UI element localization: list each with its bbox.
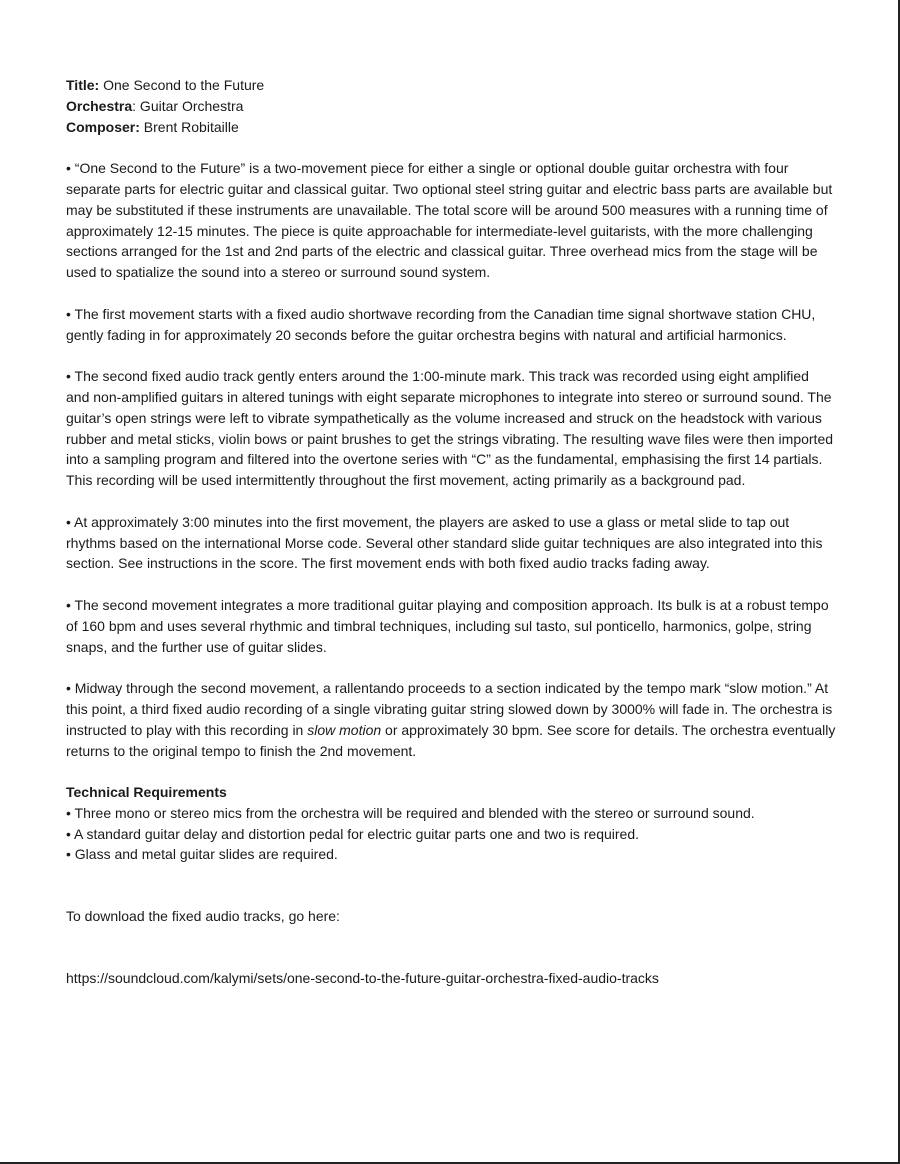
- orchestra-line: [66, 96, 836, 117]
- technical-item-mics: • Three mono or stereo mics from the orchestra will be required and blended with the stereo or surround sound.: [66, 804, 755, 821]
- title-line: [66, 75, 836, 96]
- paragraph-slow-motion: [66, 678, 836, 761]
- paragraph-slide-morse: • At approximately 3:00 minutes into the first movement, the players are asked to use a glass or metal slide to tap out rhythms based on the international Morse code. Several other standard slide guitar techniques are also integrated into this section. See instructions in the score. The first movement ends with both fixed audio tracks fading away.: [66, 513, 823, 572]
- technical-item-slides: • Glass and metal guitar slides are required.: [66, 846, 338, 863]
- paragraph-first-movement: • The first movement starts with a fixed audio shortwave recording from the Canadian time signal shortwave station CHU, gently fading in for approximately 20 seconds before the guitar orchestra begins with natural and artificial harmonics.: [66, 305, 816, 343]
- paragraph-overview: • “One Second to the Future” is a two-movement piece for either a single or optional double guitar orchestra with four separate parts for electric guitar and classical guitar. Two optional steel string guitar and electric bass parts are available but may be substituted if these instruments are unavailable. The total score will be around 500 measures with a running time of approximately 12-15 minutes. The piece is quite approachable for intermediate-level guitarists, with the more challenging sections arranged for the 1st and 2nd parts of the electric and classical guitar. Three overhead mics from the stage will be used to spatialize the sound into a stereo or surround sound system.: [66, 160, 833, 281]
- composer-value: Brent Robitaille: [139, 118, 239, 135]
- slow-motion-text-before: • Midway through the second movement, a rallentando proceeds to a section indicated by the tempo mark “slow motion.” At this point, a third fixed audio recording of a single vibrating guitar string slowed down by 3000% will fade in. The orchestra is instructed to play with this recording in: [66, 680, 833, 738]
- title-value: One Second to the Future: [99, 77, 265, 93]
- technical-item-pedal: • A standard guitar delay and distortion pedal for electric guitar parts one and two is required.: [66, 825, 640, 842]
- composer-line: [66, 117, 836, 138]
- download-url-link[interactable]: https://soundcloud.com/kalymi/sets/one-second-to-the-future-guitar-orchestra-fixed-audio-tracks: [66, 970, 659, 987]
- paragraph-second-movement: • The second movement integrates a more traditional guitar playing and composition approach. Its bulk is at a robust tempo of 160 bpm and uses several rhythmic and timbral techniques, including sul tasto, sul ponticello, harmonics, golpe, string snaps, and the further use of guitar slides.: [66, 596, 829, 655]
- slow-motion-text-after: or approximately 30 bpm. See score for details. The orchestra eventually returns to the original tempo to finish the 2nd movement.: [66, 721, 836, 759]
- technical-requirements-heading: Technical Requirements: [66, 784, 227, 801]
- document-body: [66, 75, 836, 989]
- orchestra-value: : Guitar Orchestra: [132, 97, 244, 114]
- slow-motion-italic: slow motion: [307, 721, 382, 738]
- composer-label: Composer:: [66, 118, 140, 135]
- paragraph-second-track: • The second fixed audio track gently enters around the 1:00-minute mark. This track was recorded using eight amplified and non-amplified guitars in altered tunings with eight separate microphones to integrate into stereo or surround sound. The guitar’s open strings were left to vibrate sympathetically as the volume increased and struck on the headstock with various rubber and metal sticks, violin bows or paint brushes to get the strings vibrating. The resulting wave files were then imported into a sampling program and filtered into the overtone series with “C” as the fundamental, emphasising the first 14 partials. This recording will be used intermittently throughout the first movement, acting primarily as a background pad.: [66, 368, 834, 489]
- download-instruction: To download the fixed audio tracks, go here:: [66, 908, 340, 925]
- orchestra-label: Orchestra: [66, 97, 133, 114]
- title-label: Title:: [66, 77, 100, 93]
